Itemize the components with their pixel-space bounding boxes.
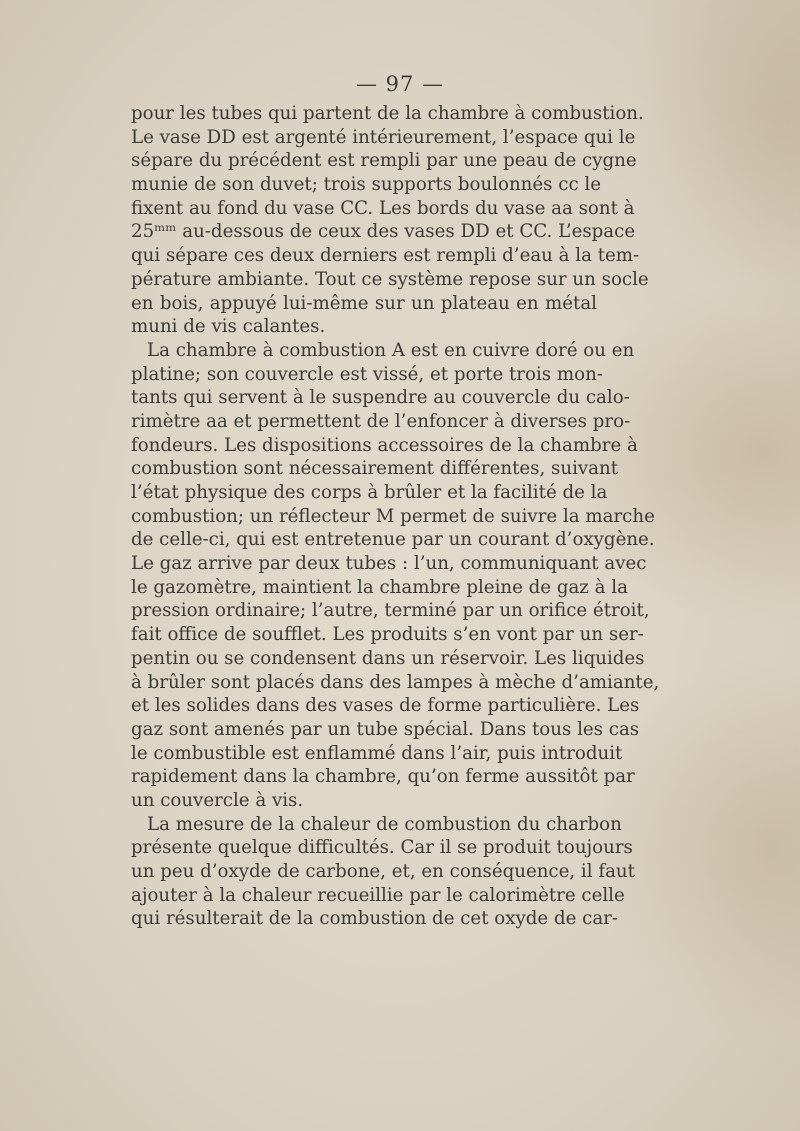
- text-line: et les solides dans des vases de forme particulière. Les: [131, 695, 640, 717]
- text-line: sépare du précédent est rempli par une peau de cygne: [131, 150, 637, 172]
- text-line: La chambre à combustion A est en cuivre doré ou en: [147, 339, 635, 361]
- text-line: qui sépare ces deux derniers est rempli d’eau à la tem-: [131, 245, 640, 267]
- text-line: platine; son couvercle est vissé, et porte trois mon-: [131, 363, 603, 385]
- paragraph: [131, 339, 660, 813]
- text-line: pression ordinaire; l’autre, terminé par un orifice étroit,: [131, 600, 650, 622]
- text-line: en bois, appuyé lui-même sur un plateau en métal: [131, 292, 597, 314]
- text-line: fondeurs. Les dispositions accessoires de la chambre à: [131, 434, 638, 456]
- text-line: munie de son duvet; trois supports boulonnés cc le: [131, 174, 602, 196]
- text-line: La mesure de la chaleur de combustion du charbon: [147, 813, 622, 835]
- text-line: rimètre aa et permettent de l’enfoncer à diverses pro-: [131, 410, 631, 432]
- text-line: le combustible est enflammé dans l’air, puis introduit: [131, 742, 623, 764]
- text-line: l’état physique des corps à brûler et la facilité de la: [131, 482, 608, 503]
- text-line: 25ᵐᵐ au-dessous de ceux des vases DD et CC. L’espace: [131, 221, 636, 243]
- text-line: gaz sont amenés par un tube spécial. Dans tous les cas: [131, 718, 640, 740]
- paragraph: [131, 102, 649, 339]
- text-line: un peu d’oxyde de carbone, et, en conséquence, il faut: [131, 861, 635, 882]
- paragraph: [131, 813, 635, 931]
- text-line: Le gaz arrive par deux tubes : l’un, communiquant avec: [131, 553, 647, 575]
- text-line: tants qui servent à le suspendre au couvercle du calo-: [131, 387, 630, 409]
- text-line: pérature ambiante. Tout ce système repose sur un socle: [131, 268, 649, 290]
- body-text: [131, 102, 660, 931]
- text-line: un couvercle à vis.: [131, 789, 304, 811]
- text-line: Le vase DD est argenté intérieurement, l’espace qui le: [131, 126, 636, 148]
- text-line: présente quelque difficultés. Car il se produit toujours: [131, 837, 633, 859]
- text-line: combustion; un réflecteur M permet de suivre la marche: [131, 505, 655, 527]
- text-line: ajouter à la chaleur recueillie par le calorimètre celle: [131, 884, 625, 906]
- text-line: de celle-ci, qui est entretenue par un courant d’oxygène.: [131, 529, 655, 551]
- text-line: à brûler sont placés dans des lampes à mèche d’amiante,: [131, 671, 660, 693]
- page-number: — 97 —: [355, 72, 445, 96]
- text-line: muni de vis calantes.: [131, 316, 326, 338]
- text-line: pentin ou se condensent dans un réservoir. Les liquides: [131, 647, 645, 669]
- text-line: le gazomètre, maintient la chambre pleine de gaz à la: [131, 576, 628, 598]
- text-line: fait office de soufflet. Les produits s’en vont par un ser-: [131, 624, 644, 646]
- text-line: rapidement dans la chambre, qu’on ferme aussitôt par: [131, 766, 635, 788]
- text-line: fixent au fond du vase CC. Les bords du vase aa sont à: [131, 197, 635, 219]
- text-line: qui résulterait de la combustion de cet oxyde de car-: [131, 908, 619, 930]
- text-line: combustion sont nécessairement différentes, suivant: [131, 458, 619, 480]
- text-line: pour les tubes qui partent de la chambre à combustion.: [131, 103, 644, 124]
